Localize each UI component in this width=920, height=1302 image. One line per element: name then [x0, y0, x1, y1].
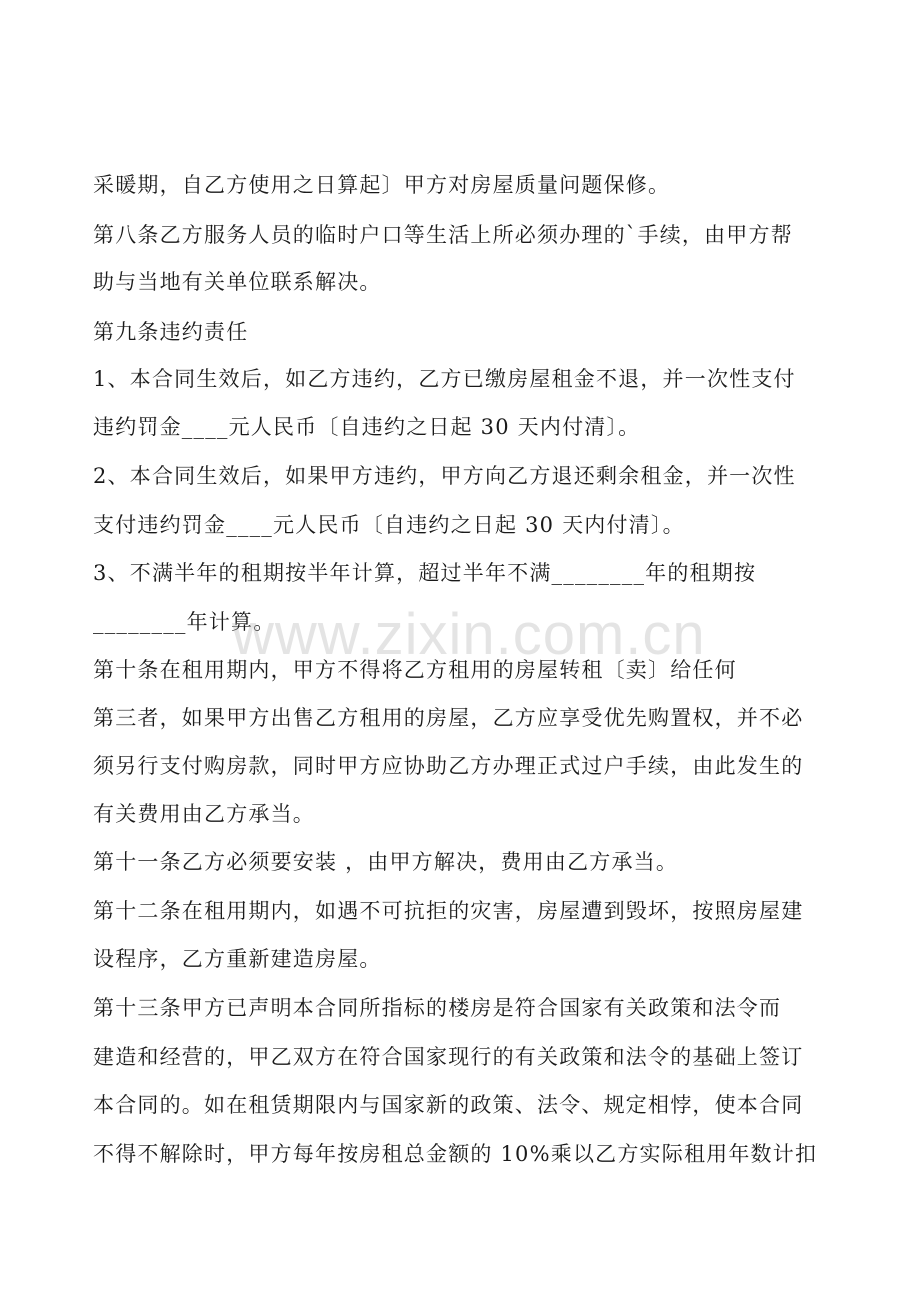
text-line: 第十条在租用期内，甲方不得将乙方租用的房屋转租〔卖〕给任何	[93, 658, 737, 682]
text-line: 第十二条在租用期内，如遇不可抗拒的灾害，房屋遭到毁坏，按照房屋建	[93, 899, 804, 923]
text-line: 不得不解除时，甲方每年按房租总金额的 10%乘以乙方实际租用年数计扣	[93, 1142, 818, 1166]
text-line: 有关费用由乙方承当。	[93, 802, 315, 826]
text-line: 2、本合同生效后，如果甲方违约，甲方向乙方退还剩余租金，并一次性	[93, 464, 796, 488]
text-line: 第八条乙方服务人员的临时户口等生活上所必须办理的`手续，由甲方帮	[93, 223, 793, 247]
text-line: 1、本合同生效后，如乙方违约，乙方已缴房屋租金不退，并一次性支付	[93, 367, 796, 391]
text-line: 第十三条甲方已声明本合同所指标的楼房是符合国家有关政策和法令而	[93, 996, 782, 1020]
text-line: 第十一条乙方必须要安装 ，由甲方解决，费用由乙方承当。	[93, 850, 679, 874]
text-line: 支付违约罚金____元人民币〔自违约之日起 30 天内付清〕。	[93, 513, 685, 537]
text-line: 须另行支付购房款，同时甲方应协助乙方办理正式过户手续，由此发生的	[93, 754, 804, 778]
text-line: 第三者，如果甲方出售乙方租用的房屋，乙方应享受优先购置权，并不必	[93, 706, 804, 730]
section-heading: 第九条违约责任	[93, 320, 249, 344]
text-line: 采暖期，自乙方使用之日算起〕甲方对房屋质量问题保修。	[93, 173, 671, 197]
text-line: 违约罚金____元人民币〔自违约之日起 30 天内付清〕。	[93, 415, 641, 439]
text-line: 本合同的。如在租赁期限内与国家新的政策、法令、规定相悖，使本合同	[93, 1093, 804, 1117]
text-line: ________年计算。	[93, 610, 276, 634]
text-line: 3、不满半年的租期按半年计算，超过半年不满________年的租期按	[93, 561, 757, 585]
text-line: 助与当地有关单位联系解决。	[93, 270, 382, 294]
watermark: www.zixin.com.cn	[232, 602, 706, 667]
text-line: 建造和经营的，甲乙双方在符合国家现行的有关政策和法令的基础上签订	[93, 1045, 804, 1069]
text-line: 设程序，乙方重新建造房屋。	[93, 947, 382, 971]
